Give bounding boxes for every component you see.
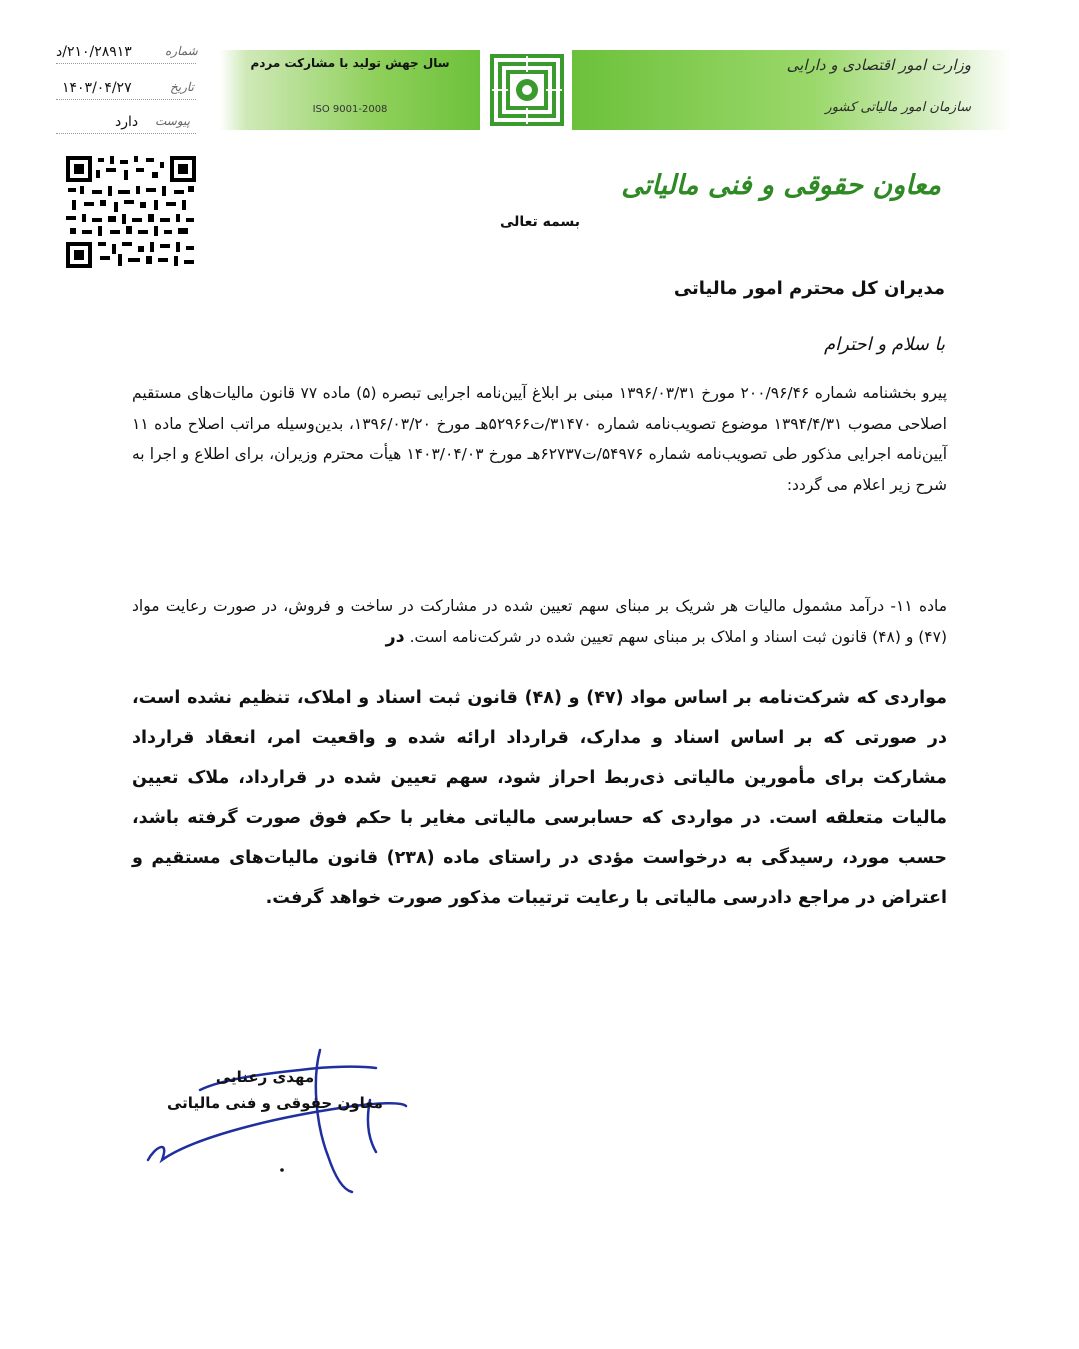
- attachment-value: دارد: [115, 114, 139, 130]
- signatory-title: معاون حقوقی و فنی مالیاتی: [167, 1094, 383, 1112]
- paragraph-intro: پیرو بخشنامه شماره ۲۰۰/۹۶/۴۶ مورخ ۱۳۹۶/۰۳/۳۱ مبنی بر ابلاغ آیین‌نامه اجرایی تبصره (۵) ماده ۷۷ قانون مالیات‌های مستقیم اصلاحی مصوب ۱۳۹۴/۴/۳۱ موضوع تصویب‌نامه شماره ۳۱۴۷۰/ت۵۲۹۶۶هـ مورخ ۱۳۹۶/۰۳/۲۰، بدین‌وسیله مراتب اصلاح ماده ۱۱ آیین‌نامه اجرایی مذکور طی تصویب‌نامه شماره ۵۴۹۷۶/ت۶۲۷۳۷هـ مورخ ۱۴۰۳/۰۴/۰۳ هیأت محترم وزیران، برای اطلاع و اجرا به شرح زیر اعلام می گردد:: [132, 384, 948, 494]
- qr-code-icon[interactable]: [66, 156, 196, 268]
- date-divider: [56, 99, 196, 100]
- paragraph-article-11: [132, 591, 947, 652]
- attachment-divider: [56, 133, 196, 134]
- addressee: مدیران کل محترم امور مالیاتی: [673, 278, 945, 299]
- handwritten-signature-icon: [140, 1030, 420, 1200]
- number-label: شماره: [165, 44, 198, 58]
- slogan-text: سال جهش تولید با مشارکت مردم: [250, 56, 450, 70]
- number-divider: [56, 63, 196, 64]
- bismillah: بسمه تعالی: [499, 214, 581, 230]
- article-normal-text: ماده ۱۱- درآمد مشمول مالیات هر شریک بر مبنای سهم تعیین شده در مشارکت در ساخت و فروش، در صورت رعایت مواد (۴۷) و (۴۸) قانون ثبت اسناد و املاک بر مبنای سهم تعیین شده در شرکت‌نامه است.: [132, 597, 947, 646]
- greeting: با سلام و احترام: [824, 334, 945, 355]
- organization-name: سازمان امور مالیاتی کشور: [825, 100, 971, 115]
- iso-text: ISO 9001-2008: [312, 104, 388, 115]
- signatory-name: مهدی رعنایی: [215, 1068, 315, 1086]
- ministry-name: وزارت امور اقتصادی و دارایی: [786, 56, 971, 74]
- attachment-label: پیوست: [155, 114, 190, 128]
- article-bold-start: در: [385, 626, 405, 647]
- deputy-heading: معاون حقوقی و فنی مالیاتی: [621, 170, 941, 201]
- tax-organization-logo-icon: [486, 50, 568, 130]
- date-label: تاریخ: [170, 80, 194, 94]
- number-value: ۲۱۰/۲۸۹۱۳/د: [56, 44, 132, 60]
- date-value: ۱۴۰۳/۰۴/۲۷: [62, 80, 132, 96]
- article-bold-text: مواردی که شرکت‌نامه بر اساس مواد (۴۷) و (۴۸) قانون ثبت اسناد و املاک، تنظیم نشده است، در صورتی که بر اساس اسناد و مدارک، قرارداد ارائه شده و واقعیت امر، انعقاد قرارداد مشارکت برای مأمورین مالیاتی ذی‌ربط احراز شود، سهم تعیین شده در قرارداد، ملاک تعیین مالیات متعلقه است. در مواردی که حسابرسی مالیاتی مغایر با حکم فوق صورت گرفته باشد، حسب مورد، رسیدگی به درخواست مؤدی در راستای ماده (۲۳۸) قانون مالیات‌های مستقیم و اعتراض در مراجع دادرسی مالیاتی با رعایت ترتیبات مذکور صورت خواهد گرفت.: [132, 688, 947, 908]
